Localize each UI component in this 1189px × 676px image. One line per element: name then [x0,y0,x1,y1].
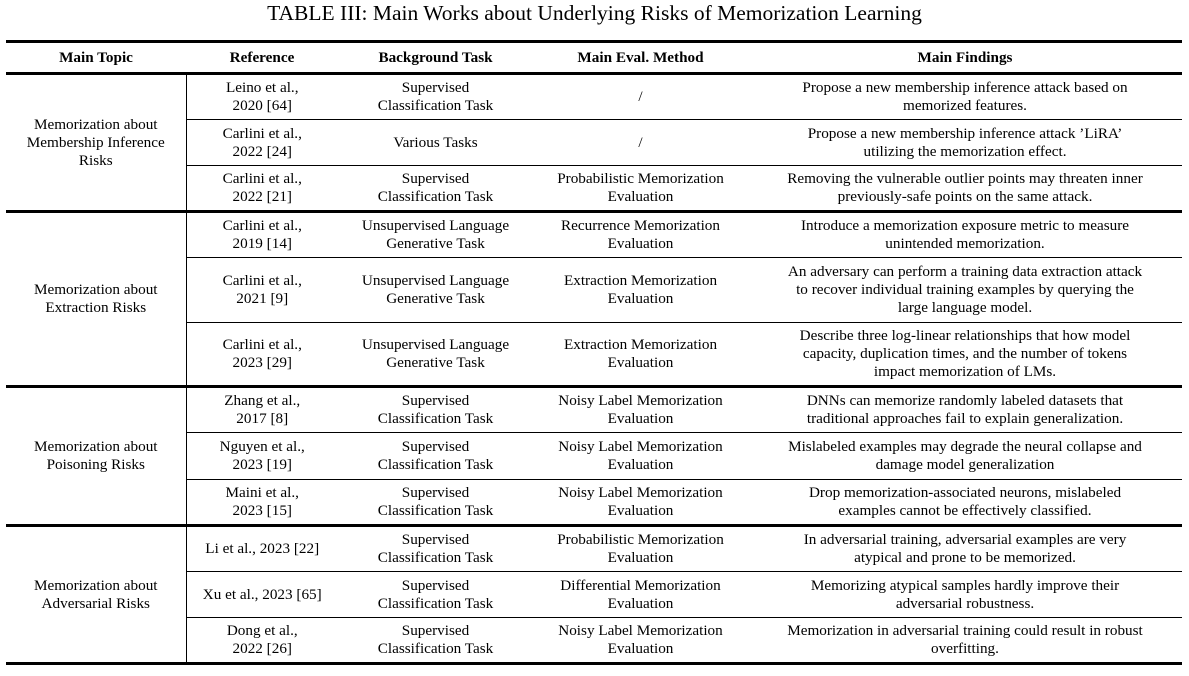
task-cell: Supervised Classification Task [377,392,494,427]
findings-cell: Mislabeled examples may degrade the neural collapse and damage model generalization [788,438,1142,473]
findings-cell: Introduce a memorization exposure metric to measure unintended memorization. [800,217,1130,252]
eval-cell: Noisy Label Memorization Evaluation [558,392,723,427]
eval-cell: Differential Memorization Evaluation [560,576,721,612]
findings-cell: Memorizing atypical samples hardly improve their adversarial robustness. [810,576,1120,612]
findings-cell: Drop memorization-associated neurons, mislabeled examples cannot be effectively classified. [808,484,1122,519]
reference-cell: Dong et al., 2022 [26] [226,622,298,657]
table-row [6,526,1182,572]
eval-cell: Noisy Label Memorization Evaluation [558,438,723,473]
eval-cell: Probabilistic Memorization Evaluation [557,531,724,566]
reference-cell: Li et al., 2023 [22] [205,540,320,557]
reference-cell: Zhang et al., 2017 [8] [224,392,301,427]
task-cell: Supervised Classification Task [377,576,494,612]
task-cell: Supervised Classification Task [377,79,494,114]
task-cell: Supervised Classification Task [377,622,494,657]
findings-cell: DNNs can memorize randomly labeled datasets that traditional approaches fail to explain generalization. [806,392,1124,427]
eval-cell: Probabilistic Memorization Evaluation [557,170,724,205]
reference-cell: Carlini et al., 2022 [21] [222,170,302,205]
reference-cell: Carlini et al., 2022 [24] [222,124,302,160]
table-row [6,212,1182,258]
header-eval-method: Main Eval. Method [577,48,704,66]
topic-cell: Memorization about Poisoning Risks [6,387,186,526]
reference-cell: Nguyen et al., 2023 [19] [219,438,305,473]
eval-cell: Extraction Memorization Evaluation [563,272,718,307]
findings-cell: Removing the vulnerable outlier points may threaten inner previously-safe points on the same attack. [787,170,1143,205]
header-reference: Reference [229,48,295,66]
works-table [6,40,1182,665]
header-row [6,42,1182,74]
task-cell: Various Tasks [393,133,478,151]
eval-cell: / [638,133,643,151]
task-cell: Unsupervised Language Generative Task [361,217,510,252]
task-cell: Unsupervised Language Generative Task [361,272,510,307]
findings-cell: Memorization in adversarial training could result in robust overfitting. [787,622,1143,657]
eval-cell: Extraction Memorization Evaluation [563,336,718,371]
eval-cell: Noisy Label Memorization Evaluation [558,622,723,657]
task-cell: Supervised Classification Task [377,438,494,473]
table-caption: TABLE III: Main Works about Underlying Risks of Memorization Learning [267,1,922,25]
reference-cell: Carlini et al., 2021 [9] [222,272,302,307]
table-row [6,387,1182,433]
eval-cell: / [638,88,643,105]
reference-cell: Maini et al., 2023 [15] [225,484,299,519]
reference-cell: Carlini et al., 2019 [14] [222,217,302,252]
topic-cell: Memorization about Adversarial Risks [6,526,186,664]
header-main-findings: Main Findings [917,48,1013,66]
eval-cell: Recurrence Memorization Evaluation [561,217,720,252]
table-body [6,74,1182,664]
reference-cell: Leino et al., 2020 [64] [225,79,299,114]
findings-cell: Propose a new membership inference attack based on memorized features. [802,79,1128,114]
findings-cell: Describe three log-linear relationships that how model capacity, duplication times, and the number of tokens impact memorization of LMs. [799,327,1131,380]
reference-cell: Xu et al., 2023 [65] [202,585,322,603]
topic-cell: Memorization about Extraction Risks [6,212,186,387]
findings-cell: An adversary can perform a training data extraction attack to recover individual training examples by querying the large language model. [787,263,1143,316]
header-main-topic: Main Topic [59,48,133,66]
task-cell: Supervised Classification Task [377,170,494,205]
topic-cell: Memorization about Membership Inference Risks [6,74,186,212]
findings-cell: In adversarial training, adversarial examples are very atypical and prone to be memorized. [803,531,1127,566]
task-cell: Supervised Classification Task [377,484,494,519]
eval-cell: Noisy Label Memorization Evaluation [558,484,723,519]
task-cell: Supervised Classification Task [377,531,494,566]
table-row [6,74,1182,120]
header-background-task: Background Task [378,48,493,66]
reference-cell: Carlini et al., 2023 [29] [222,336,302,371]
findings-cell: Propose a new membership inference attack ’LiRA’ utilizing the memorization effect. [807,124,1123,160]
task-cell: Unsupervised Language Generative Task [361,336,510,371]
